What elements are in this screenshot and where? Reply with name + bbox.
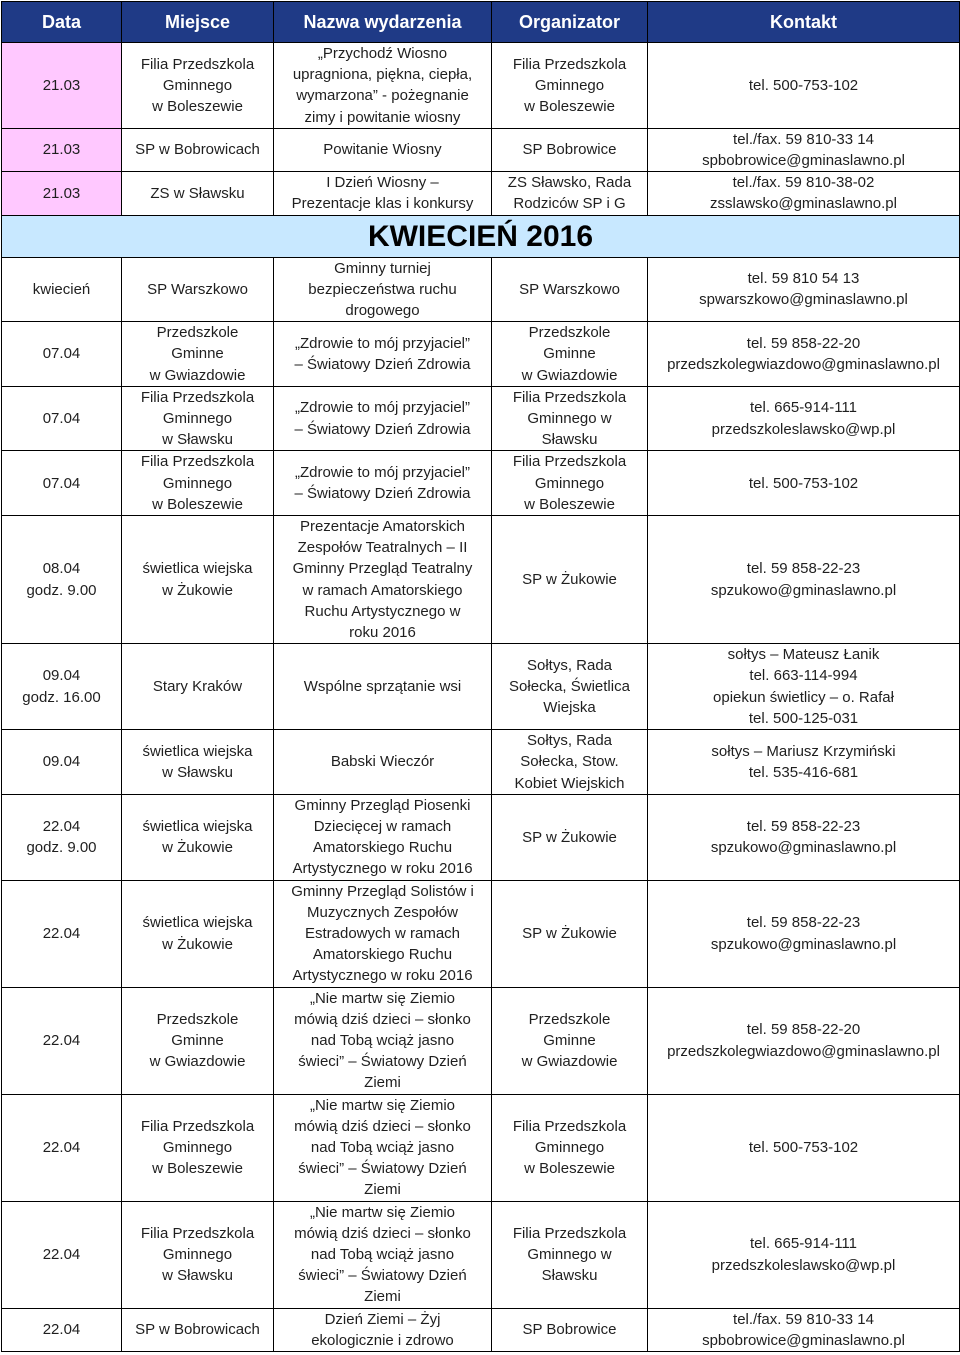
date-cell: 07.04	[2, 322, 122, 387]
organizer-cell: SP w Żukowie	[492, 516, 648, 644]
place-cell: Filia Przedszkola Gminnego w Sławsku	[122, 1201, 274, 1308]
date-cell: 22.04	[2, 880, 122, 987]
organizer-cell: SP Bobrowice	[492, 128, 648, 171]
table-row	[2, 322, 960, 387]
header-date: Data	[2, 2, 122, 43]
event-cell: Gminny Przegląd Solistów i Muzycznych Zespołów Estradowych w ramach Amatorskiego Ruchu Artystycznego w roku 2016	[274, 880, 492, 987]
contact-cell: tel. 59 858-22-20 przedszkolegwiazdowo@gminaslawno.pl	[648, 987, 960, 1094]
header-event: Nazwa wydarzenia	[274, 2, 492, 43]
organizer-cell: Sołtys, Rada Sołecka, Stow. Kobiet Wiejskich	[492, 730, 648, 795]
place-cell: SP w Bobrowicach	[122, 1308, 274, 1351]
events-table	[1, 1, 960, 1352]
date-cell: 08.04 godz. 9.00	[2, 516, 122, 644]
table-row	[2, 644, 960, 730]
contact-cell: tel./fax. 59 810-33 14 spbobrowice@gminaslawno.pl	[648, 128, 960, 171]
organizer-cell: Filia Przedszkola Gminnego w Sławsku	[492, 1201, 648, 1308]
place-cell: Przedszkole Gminne w Gwiazdowie	[122, 987, 274, 1094]
table-row	[2, 987, 960, 1094]
date-cell: 21.03	[2, 43, 122, 129]
contact-cell: tel. 59 858-22-20 przedszkolegwiazdowo@gminaslawno.pl	[648, 322, 960, 387]
table-row	[2, 1308, 960, 1351]
date-cell: 22.04	[2, 1094, 122, 1201]
place-cell: SP w Bobrowicach	[122, 128, 274, 171]
place-cell: Filia Przedszkola Gminnego w Sławsku	[122, 386, 274, 451]
event-cell: „Zdrowie to mój przyjaciel” – Światowy Dzień Zdrowia	[274, 386, 492, 451]
header-row	[2, 2, 960, 43]
organizer-cell: Filia Przedszkola Gminnego w Sławsku	[492, 386, 648, 451]
event-cell: „Nie martw się Ziemio mówią dziś dzieci – słonko nad Tobą wciąż jasno świeci” – Światowy Dzień Ziemi	[274, 987, 492, 1094]
place-cell: Stary Kraków	[122, 644, 274, 730]
place-cell: świetlica wiejska w Żukowie	[122, 880, 274, 987]
place-cell: świetlica wiejska w Sławsku	[122, 730, 274, 795]
event-cell: Prezentacje Amatorskich Zespołów Teatralnych – II Gminny Przegląd Teatralny w ramach Amatorskiego Ruchu Artystycznego w roku 2016	[274, 516, 492, 644]
organizer-cell: SP Warszkowo	[492, 257, 648, 322]
table-row	[2, 1094, 960, 1201]
place-cell: Filia Przedszkola Gminnego w Boleszewie	[122, 43, 274, 129]
place-cell: świetlica wiejska w Żukowie	[122, 516, 274, 644]
organizer-cell: Filia Przedszkola Gminnego w Boleszewie	[492, 43, 648, 129]
place-cell: Filia Przedszkola Gminnego w Boleszewie	[122, 451, 274, 516]
organizer-cell: Sołtys, Rada Sołecka, Świetlica Wiejska	[492, 644, 648, 730]
organizer-cell: Filia Przedszkola Gminnego w Boleszewie	[492, 1094, 648, 1201]
event-cell: Gminny Przegląd Piosenki Dziecięcej w ramach Amatorskiego Ruchu Artystycznego w roku 2016	[274, 794, 492, 880]
place-cell: świetlica wiejska w Żukowie	[122, 794, 274, 880]
date-cell: 22.04	[2, 1308, 122, 1351]
date-cell: 07.04	[2, 386, 122, 451]
table-row	[2, 128, 960, 171]
date-cell: kwiecień	[2, 257, 122, 322]
event-cell: Gminny turniej bezpieczeństwa ruchu drogowego	[274, 257, 492, 322]
place-cell: Przedszkole Gminne w Gwiazdowie	[122, 322, 274, 387]
contact-cell: tel. 665-914-111 przedszkoleslawsko@wp.pl	[648, 386, 960, 451]
header-place: Miejsce	[122, 2, 274, 43]
table-row	[2, 880, 960, 987]
table-row	[2, 1201, 960, 1308]
header-organizer: Organizator	[492, 2, 648, 43]
organizer-cell: Przedszkole Gminne w Gwiazdowie	[492, 322, 648, 387]
contact-cell: sołtys – Mariusz Krzymiński tel. 535-416-681	[648, 730, 960, 795]
event-cell: Wspólne sprzątanie wsi	[274, 644, 492, 730]
organizer-cell: ZS Sławsko, Rada Rodziców SP i G	[492, 172, 648, 215]
table-row	[2, 172, 960, 215]
table-row	[2, 451, 960, 516]
date-cell: 21.03	[2, 128, 122, 171]
event-cell: Powitanie Wiosny	[274, 128, 492, 171]
event-cell: „Przychodź Wiosno upragniona, piękna, ciepła, wymarzona” - pożegnanie zimy i powitanie wiosny	[274, 43, 492, 129]
table-row	[2, 257, 960, 322]
place-cell: SP Warszkowo	[122, 257, 274, 322]
contact-cell: tel. 500-753-102	[648, 43, 960, 129]
event-cell: Babski Wieczór	[274, 730, 492, 795]
table-row	[2, 516, 960, 644]
organizer-cell: Przedszkole Gminne w Gwiazdowie	[492, 987, 648, 1094]
date-cell: 09.04 godz. 16.00	[2, 644, 122, 730]
organizer-cell: SP w Żukowie	[492, 794, 648, 880]
date-cell: 09.04	[2, 730, 122, 795]
event-cell: „Zdrowie to mój przyjaciel” – Światowy Dzień Zdrowia	[274, 451, 492, 516]
place-cell: Filia Przedszkola Gminnego w Boleszewie	[122, 1094, 274, 1201]
table-row	[2, 730, 960, 795]
contact-cell: tel./fax. 59 810-38-02 zsslawsko@gminaslawno.pl	[648, 172, 960, 215]
date-cell: 22.04 godz. 9.00	[2, 794, 122, 880]
place-cell: ZS w Sławsku	[122, 172, 274, 215]
month-heading-row	[2, 215, 960, 257]
organizer-cell: SP w Żukowie	[492, 880, 648, 987]
date-cell: 07.04	[2, 451, 122, 516]
organizer-cell: SP Bobrowice	[492, 1308, 648, 1351]
event-cell: Dzień Ziemi – Żyj ekologicznie i zdrowo	[274, 1308, 492, 1351]
event-cell: „Zdrowie to mój przyjaciel” – Światowy Dzień Zdrowia	[274, 322, 492, 387]
contact-cell: tel. 500-753-102	[648, 451, 960, 516]
contact-cell: sołtys – Mateusz Łanik tel. 663-114-994 opiekun świetlicy – o. Rafał tel. 500-125-031	[648, 644, 960, 730]
contact-cell: tel. 59 858-22-23 spzukowo@gminaslawno.pl	[648, 516, 960, 644]
contact-cell: tel. 59 858-22-23 spzukowo@gminaslawno.pl	[648, 794, 960, 880]
header-contact: Kontakt	[648, 2, 960, 43]
contact-cell: tel. 59 810 54 13 spwarszkowo@gminaslawno.pl	[648, 257, 960, 322]
contact-cell: tel. 59 858-22-23 spzukowo@gminaslawno.pl	[648, 880, 960, 987]
table-row	[2, 794, 960, 880]
date-cell: 22.04	[2, 987, 122, 1094]
table-row	[2, 386, 960, 451]
contact-cell: tel. 665-914-111 przedszkoleslawsko@wp.pl	[648, 1201, 960, 1308]
event-cell: „Nie martw się Ziemio mówią dziś dzieci – słonko nad Tobą wciąż jasno świeci” – Światowy Dzień Ziemi	[274, 1201, 492, 1308]
date-cell: 21.03	[2, 172, 122, 215]
contact-cell: tel. 500-753-102	[648, 1094, 960, 1201]
organizer-cell: Filia Przedszkola Gminnego w Boleszewie	[492, 451, 648, 516]
event-cell: „Nie martw się Ziemio mówią dziś dzieci – słonko nad Tobą wciąż jasno świeci” – Światowy Dzień Ziemi	[274, 1094, 492, 1201]
contact-cell: tel./fax. 59 810-33 14 spbobrowice@gminaslawno.pl	[648, 1308, 960, 1351]
event-cell: I Dzień Wiosny – Prezentacje klas i konkursy	[274, 172, 492, 215]
date-cell: 22.04	[2, 1201, 122, 1308]
table-row	[2, 43, 960, 129]
month-heading: KWIECIEŃ 2016	[2, 215, 960, 257]
